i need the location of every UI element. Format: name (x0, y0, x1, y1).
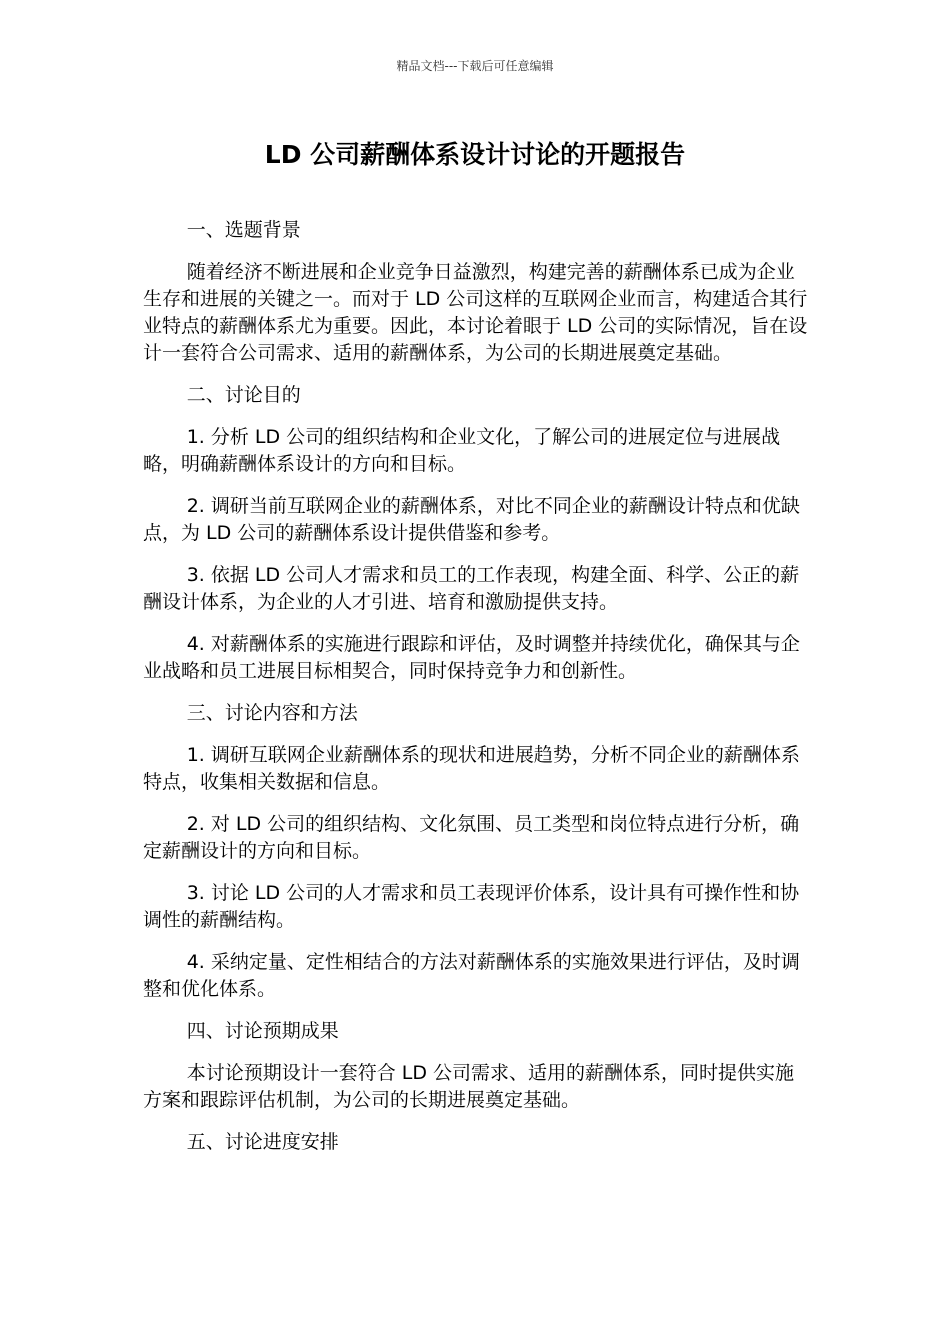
method-item-2: 2. 对 LD 公司的组织结构、文化氛围、员工类型和岗位特点进行分析，确定薪酬设计的方向和目标。 (143, 813, 800, 862)
purpose-item-1: 1. 分析 LD 公司的组织结构和企业文化，了解公司的进展定位与进展战略，明确薪酬体系设计的方向和目标。 (143, 426, 781, 475)
background-paragraph: 随着经济不断进展和企业竞争日益激烈，构建完善的薪酬体系已成为企业生存和进展的关键之一。而对于 LD 公司这样的互联网企业而言，构建适合其行业特点的薪酬体系尤为重要。因此，本讨论着眼于 LD 公司的实际情况，旨在设计一套符合公司需求、适用的薪酬体系，为公司的长期进展奠定基础。 (143, 261, 808, 364)
page-header-note: 精品文档---下载后可任意编辑 (396, 59, 554, 73)
purpose-item-3: 3. 依据 LD 公司人才需求和员工的工作表现，构建全面、科学、公正的薪酬设计体系，为企业的人才引进、培育和激励提供支持。 (143, 564, 800, 613)
purpose-item-2: 2. 调研当前互联网企业的薪酬体系，对比不同企业的薪酬设计特点和优缺点，为 LD 公司的薪酬体系设计提供借鉴和参考。 (143, 495, 800, 544)
section-heading-purpose: 二、讨论目的 (186, 384, 301, 406)
method-item-3: 3. 讨论 LD 公司的人才需求和员工表现评价体系，设计具有可操作性和协调性的薪酬结构。 (143, 882, 800, 931)
method-item-4: 4. 采纳定量、定性相结合的方法对薪酬体系的实施效果进行评估，及时调整和优化体系。 (143, 951, 800, 1000)
section-heading-background: 一、选题背景 (186, 219, 301, 241)
section-heading-schedule: 五、讨论进度安排 (186, 1131, 339, 1153)
document-body (143, 217, 808, 1171)
method-item-1: 1. 调研互联网企业薪酬体系的现状和进展趋势，分析不同企业的薪酬体系特点，收集相关数据和信息。 (143, 744, 800, 793)
document-title: LD 公司薪酬体系设计讨论的开题报告 (264, 140, 686, 169)
section-heading-expected-results: 四、讨论预期成果 (186, 1020, 339, 1042)
purpose-item-4: 4. 对薪酬体系的实施进行跟踪和评估，及时调整并持续优化，确保其与企业战略和员工进展目标相契合，同时保持竞争力和创新性。 (143, 633, 800, 682)
section-heading-content-methods: 三、讨论内容和方法 (186, 702, 358, 724)
expected-results-paragraph: 本讨论预期设计一套符合 LD 公司需求、适用的薪酬体系，同时提供实施方案和跟踪评估机制，为公司的长期进展奠定基础。 (143, 1062, 794, 1111)
